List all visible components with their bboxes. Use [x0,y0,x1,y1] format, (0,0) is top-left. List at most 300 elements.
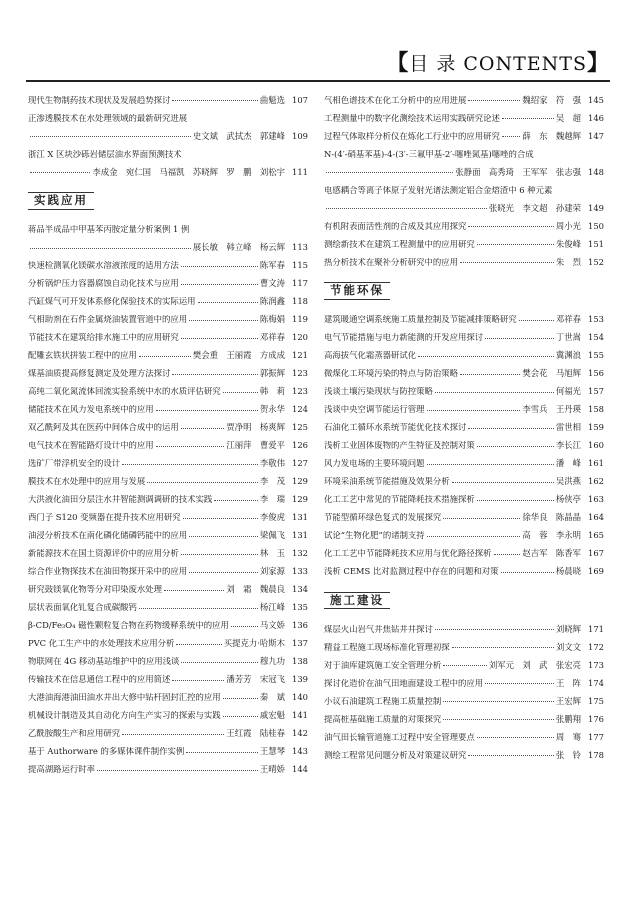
toc-entry-author: 冀渊浪 [555,350,581,360]
toc-entry-title: 综合作业物探技术在油田物探开采中的应用 [28,567,188,576]
leader-dots [501,572,554,573]
leader-dots [181,266,258,267]
toc-entry-title: 浙江 X 区块沙砾岩储层油水界面预测技术 [28,149,182,158]
leader-dots [223,716,258,717]
toc-entry-author: 何福光 [555,386,581,396]
leader-dots [443,719,554,720]
toc-entry-page: 135 [292,602,308,612]
left-column [28,92,308,780]
toc-entry-page: 115 [292,260,308,270]
toc-entry-author: 李 茂 [259,476,285,486]
toc-entry-title: 煤基油质提高修复测定及处理方法探讨 [28,369,171,378]
toc-entry[interactable] [28,294,308,306]
toc-entry-title: 汽缸煤气可开发体系修化保验技术的实际运用 [28,297,196,306]
toc-entry-page: 113 [292,242,308,252]
leader-dots [172,374,258,375]
toc-entry-page: 154 [588,332,604,342]
toc-entry-title: 蒋品半成品中甲基苯丙胺定量分析案例 1 例 [28,225,190,234]
toc-entry-page: 136 [292,620,308,630]
toc-entry-author: 李成金 宛仁国 马福凯 苏晓辉 罗 鹏 刘松宇 [92,166,285,176]
toc-entry-page: 150 [588,220,604,230]
toc-entry[interactable] [28,146,308,176]
toc-entry-author: 梁佩飞 [259,530,285,540]
leader-dots [452,482,554,483]
toc-entry-author: 潘 峰 [555,458,581,468]
toc-entry-author: 戚宏魁 [259,710,285,720]
toc-entry-author: 韩 莉 [259,386,285,396]
toc-entry-title: 传输技术在信息通信工程中的应用简述 [28,675,171,684]
toc-entry[interactable] [28,672,308,684]
leader-dots [189,320,258,321]
toc-entry[interactable] [324,657,604,669]
toc-entry[interactable] [324,348,604,360]
toc-entry[interactable] [28,110,308,140]
leader-dots [519,320,554,321]
toc-entry-title: 测绘工程常见问题分析及对策建议研究 [324,750,467,759]
toc-entry[interactable] [324,438,604,450]
toc-entry-author: 李 瑞 [259,494,285,504]
toc-entry-author: 马文娇 [259,620,285,630]
toc-entry-title: 双乙酰阿及其在医药中间体合成中的运用 [28,423,179,432]
toc-entry[interactable] [324,384,604,396]
toc-entry-page: 118 [292,296,308,306]
toc-entry[interactable] [324,218,604,230]
toc-entry-page: 126 [292,440,308,450]
toc-entry[interactable] [28,402,308,414]
toc-entry-title: 层状表面氧化钆复合成碳酸钙 [28,603,137,612]
leader-dots [485,683,554,684]
toc-entry[interactable] [324,330,604,342]
toc-entry[interactable] [28,636,308,648]
header-right-bracket: 】 [586,50,610,76]
toc-entry[interactable] [28,564,308,576]
toc-entry-title: 电气技术在智能路灯设计中的应用 [28,441,154,450]
toc-entry-page: 129 [292,494,308,504]
toc-entry-author: 江丽萍 曹爱平 [226,440,285,450]
toc-entry-page: 137 [292,638,308,648]
leader-dots [468,226,554,227]
toc-entry[interactable] [324,474,604,486]
toc-entry-title: 西门子 S120 变频器在提升技术应用研究 [28,513,181,522]
toc-entry[interactable] [28,276,308,288]
toc-entry-author: 邓祥春 [555,314,581,324]
toc-entry-title: 微煤化工环境污染的特点与防治策略 [324,369,458,378]
toc-entry-page: 140 [292,692,308,702]
toc-entry-title: 基于 Authorware 的多媒体课件制作实例 [28,747,185,756]
leader-dots [198,302,258,303]
leader-dots [176,644,221,645]
toc-entry[interactable] [324,564,604,576]
toc-entry[interactable] [28,420,308,432]
toc-entry-title: 浅析 CEMS 比对监测过程中存在的问题和对策 [324,567,499,576]
toc-entry-page: 167 [588,548,604,558]
leader-dots [189,536,258,537]
toc-entry[interactable] [28,528,308,540]
toc-entry-title: 正渗透膜技术在水处理领域的最新研究进展 [28,113,188,122]
leader-dots [181,554,258,555]
toc-entry-page: 162 [588,476,604,486]
toc-entry-title: 节能型循环绿色复式的发展探究 [324,513,442,522]
toc-entry-page: 159 [588,422,604,432]
toc-entry[interactable] [324,675,604,687]
toc-entry-title: 膜技术在水处理中的应用与发展 [28,477,146,486]
leader-dots [326,172,453,173]
toc-entry[interactable] [324,366,604,378]
toc-entry-author: 樊会花 马旭辉 [522,368,581,378]
toc-entry-title: 化工工艺中常见的节能降耗技术措施探析 [324,495,475,504]
toc-entry[interactable] [324,110,604,122]
toc-entry-author: 邓祥春 [259,332,285,342]
toc-entry-title: β-CD/Fe₃O₄ 磁性颗粒复合物在药物缓释系统中的应用 [28,621,229,630]
toc-entry-page: 149 [588,202,604,212]
toc-entry[interactable] [28,654,308,666]
toc-entry-author: 王晴娇 [259,764,285,774]
toc-entry[interactable] [324,312,604,324]
leader-dots [181,338,258,339]
leader-dots [502,118,554,119]
toc-entry-author: 周 骞 [555,731,581,741]
toc-entry-title: 分析锅炉压力容器腐蚀自动化技术与应用 [28,279,179,288]
toc-entry-title: 机械设计制造及其自动化方向生产实习的探索与实践 [28,711,221,720]
toc-entry[interactable] [324,621,604,633]
toc-entry[interactable] [28,618,308,630]
leader-dots [468,428,554,429]
toc-entry-title: 对于油库建筑施工安全管理分析 [324,660,442,669]
toc-entry-page: 148 [588,166,604,176]
toc-entry-title: 过程气体取样分析仪在炼化工行业中的应用研究 [324,131,500,140]
toc-entry-author: 曹文涛 [259,278,285,288]
leader-dots [443,518,520,519]
toc-entry[interactable] [324,546,604,558]
section-heading: 施工建设 [324,592,390,610]
toc-entry-title: 电感耦合等离子体原子发射光谱法测定铝合金熔渣中 6 种元素 [324,185,553,194]
toc-entry-page: 127 [292,458,308,468]
toc-entry-page: 171 [588,623,604,633]
toc-entry-title: 环境采油系统节能措施及效果分析 [324,477,450,486]
toc-entry[interactable] [28,510,308,522]
toc-entry-author: 张晓光 李文超 孙建荣 [488,202,581,212]
toc-entry-author: 陈梅娟 [259,314,285,324]
toc-entry-author: 曲魁选 [259,94,285,104]
toc-entry-title: 高纯二氧化氮流体回流实验系统中水的水质评估研究 [28,387,221,396]
toc-entry[interactable] [28,744,308,756]
leader-dots [468,755,554,756]
toc-entry-page: 121 [292,350,308,360]
toc-entry-author: 买提克力·哈斯木 [223,638,285,648]
toc-entry-title: 石油化工循环水系统节能优化技术探讨 [324,423,467,432]
toc-entry[interactable] [28,690,308,702]
toc-entry-page: 146 [588,112,604,122]
toc-entry-title: 大洪液化油田分层注水井智能测调调研的技术实践 [28,495,213,504]
toc-entry[interactable] [28,330,308,342]
toc-entry-page: 109 [292,130,308,140]
leader-dots [181,428,225,429]
toc-entry[interactable] [28,600,308,612]
toc-entry-page: 123 [292,368,308,378]
leader-dots [427,464,554,465]
toc-entry[interactable] [28,222,308,252]
leader-dots [122,464,258,465]
toc-entry[interactable] [28,762,308,774]
toc-entry[interactable] [324,128,604,140]
leader-dots [477,244,554,245]
leader-dots [30,248,191,249]
toc-entry-author: 丁世嵩 [555,332,581,342]
toc-entry-author: 张静面 高秀琦 王军军 张志强 [455,166,581,176]
toc-entry-author: 李雪兵 王丹瑛 [522,404,581,414]
toc-entry[interactable] [324,146,604,176]
leader-dots [452,647,554,648]
toc-entry-author: 贾净明 杨爽辉 [226,422,285,432]
toc-entry[interactable] [324,236,604,248]
toc-entry[interactable] [324,747,604,759]
leader-dots [477,446,554,447]
leader-dots [139,608,258,609]
toc-entry[interactable] [324,456,604,468]
toc-entry-title: 乙酰胺酸生产和应用研究 [28,729,121,738]
toc-entry-author: 朱 烈 [555,256,581,266]
toc-entry-title: 煤层火山岩气井焦钻井井探讨 [324,624,433,633]
toc-entry-page: 164 [588,512,604,522]
toc-entry-title: 小议石油建筑工程施工质量控制 [324,696,442,705]
leader-dots [435,629,554,630]
toc-entry-author: 王 阵 [555,677,581,687]
toc-entry-author: 王慧琴 [259,746,285,756]
toc-entry-page: 132 [292,548,308,558]
toc-entry-title: 探讨化造价在油气田地面建设工程中的应用 [324,678,484,687]
toc-entry[interactable] [324,510,604,522]
toc-entry[interactable] [324,254,604,266]
toc-entry-page: 107 [292,94,308,104]
toc-entry[interactable] [28,92,308,104]
toc-entry[interactable] [28,582,308,594]
toc-entry-title: 新能源技术在国土资源评价中的应用分析 [28,549,179,558]
toc-entry-title: 电气节能措施与电力新能测的开发应用探讨 [324,333,484,342]
leader-dots [223,698,258,699]
toc-entry[interactable] [28,456,308,468]
toc-entry-author: 魏绍家 符 强 [522,94,581,104]
toc-entry-author: 林 玉 [259,548,285,558]
leader-dots [147,482,258,483]
toc-entry[interactable] [324,182,604,212]
toc-entry-title: 选矿厂带浮机安全的设计 [28,459,121,468]
leader-dots [156,410,258,411]
toc-entry-title: 试论“生物化肥”的诸制支持 [324,531,425,540]
toc-entry-page: 155 [588,350,604,360]
toc-entry-page: 119 [292,314,308,324]
toc-entry-page: 169 [588,566,604,576]
leader-dots [122,734,224,735]
leader-dots [477,500,554,501]
toc-entry-author: 王宏辉 [555,695,581,705]
toc-entry-title: 浅谈中央空调节能运行管理 [324,405,425,414]
toc-entry-author: 刘文文 [555,641,581,651]
toc-entry[interactable] [28,366,308,378]
section-heading: 节能环保 [324,282,390,300]
toc-entry[interactable] [28,312,308,324]
toc-entry-title: 高海拔气化霜蒸器研试化 [324,351,417,360]
toc-entry-page: 156 [588,368,604,378]
toc-entry[interactable] [28,258,308,270]
toc-entry-page: 133 [292,566,308,576]
toc-entry-title: 储能技术在风力发电系统中的应用 [28,405,154,414]
toc-entry-author: 雷世相 [555,422,581,432]
toc-entry-page: 173 [588,659,604,669]
toc-entry-page: 138 [292,656,308,666]
toc-entry-page: 161 [588,458,604,468]
leader-dots [231,626,258,627]
leader-dots [172,680,224,681]
toc-entry-page: 165 [588,530,604,540]
toc-entry[interactable] [324,639,604,651]
leader-dots [502,136,521,137]
leader-dots [460,262,554,263]
toc-entry-author: 展长敏 韩立峰 杨云辉 [192,242,285,252]
toc-entry[interactable] [324,92,604,104]
toc-entry-title: 物联网在 4G 移动基站维护中的应用浅谈 [28,657,180,666]
toc-entry-author: 周小光 [555,220,581,230]
toc-entry-page: 117 [292,278,308,288]
toc-entry-author: 王红霞 陆桂春 [226,728,285,738]
toc-entry-title: 节能技术在建筑给排水施工中的应用研究 [28,333,179,342]
toc-entry[interactable] [324,492,604,504]
toc-entry[interactable] [28,492,308,504]
leader-dots [183,518,258,519]
toc-entry-page: 141 [292,710,308,720]
toc-entry-page: 134 [292,584,308,594]
toc-entry[interactable] [28,384,308,396]
leader-dots [418,356,554,357]
leader-dots [97,770,258,771]
toc-entry-title: 测绘新技术在建筑工程测量中的应用研究 [324,239,475,248]
toc-entry[interactable] [28,438,308,450]
toc-entry-page: 178 [588,749,604,759]
toc-entry-page: 176 [588,713,604,723]
header-left-bracket: 【 [386,50,410,76]
toc-entry-author: 朱俊峰 [555,238,581,248]
toc-entry-title: 油浸分析技术在南化磷化储磷钙能中的应用 [28,531,188,540]
toc-entry[interactable] [324,402,604,414]
toc-entry-author: 刘晓辉 [555,623,581,633]
toc-entry-author: 薛 东 魏越辉 [522,130,581,140]
toc-entry-title: 工程测量中的数字化测绘技术运用实践研究论述 [324,113,500,122]
leader-dots [156,446,225,447]
toc-entry-page: 139 [292,674,308,684]
toc-entry-page: 142 [292,728,308,738]
toc-entry-author: 徐华良 陈晶晶 [522,512,581,522]
toc-entry-author: 吴洪燕 [555,476,581,486]
leader-dots [30,172,90,173]
toc-entry-title: 有机附表面活性剂的合成及其应用探究 [324,221,467,230]
toc-entry[interactable] [324,528,604,540]
toc-entry-author: 杨晨晓 [555,566,581,576]
toc-entry-author: 赵吉军 陈香军 [522,548,581,558]
toc-entry-page: 124 [292,404,308,414]
leader-dots [164,590,224,591]
section-heading: 实践应用 [28,192,94,210]
leader-dots [443,701,554,702]
toc-entry-title: 油气田长输管道施工过程中安全管理要点 [324,732,475,741]
toc-entry-author: 李长江 [555,440,581,450]
toc-entry-page: 131 [292,512,308,522]
toc-entry-title: 化工工艺中节能降耗技术应用与优化路径探析 [324,549,492,558]
toc-entry-author: 李敬伟 [259,458,285,468]
leader-dots [468,100,520,101]
leader-dots [30,136,191,137]
toc-entry-page: 123 [292,386,308,396]
toc-entry-author: 陈润鑫 [259,296,285,306]
toc-entry-author: 张鹏翔 [555,713,581,723]
header-rule [26,80,610,82]
toc-entry-author: 高 蓉 李永明 [522,530,581,540]
toc-entry[interactable] [28,726,308,738]
toc-entry[interactable] [28,474,308,486]
toc-entry-page: 111 [292,166,308,176]
toc-entry-page: 144 [292,764,308,774]
toc-entry-title: 热分析技术在聚补分析研究中的应用 [324,257,458,266]
leader-dots [443,665,487,666]
toc-entry[interactable] [324,693,604,705]
leader-dots [181,662,258,663]
toc-entry-page: 131 [292,530,308,540]
toc-entry[interactable] [324,420,604,432]
leader-dots [214,500,258,501]
toc-entry-page: 147 [588,130,604,140]
leader-dots [189,572,258,573]
toc-entry[interactable] [28,348,308,360]
toc-entry-author: 穆九功 [259,656,285,666]
toc-entry-title: 浅析工业固体废物的产生特征及控制对策 [324,441,475,450]
toc-entry-page: 177 [588,731,604,741]
leader-dots [477,737,554,738]
toc-entry-page: 152 [588,256,604,266]
toc-entry-page: 143 [292,746,308,756]
toc-entry-page: 163 [588,494,604,504]
toc-entry-author: 樊会重 王丽霞 方成成 [192,350,285,360]
toc-entry-author: 刘军元 刘 武 张宏亮 [488,659,581,669]
toc-entry-title: 提高湖路运行时率 [28,765,95,774]
toc-entry-author: 秦 斌 [259,692,285,702]
toc-entry-page: 174 [588,677,604,687]
toc-entry-page: 145 [588,94,604,104]
toc-entry[interactable] [324,729,604,741]
toc-entry[interactable] [324,711,604,723]
toc-entry-page: 172 [588,641,604,651]
toc-entry-page: 175 [588,695,604,705]
leader-dots [485,338,554,339]
right-column [324,92,604,765]
toc-entry-title: 气相色谱技术在化工分析中的应用进展 [324,95,467,104]
header-title: 目 录 CONTENTS [409,53,587,75]
toc-entry-author: 李俊虎 [259,512,285,522]
leader-dots [427,536,521,537]
leader-dots [494,554,521,555]
toc-entry-title: 现代生物制药技术现状及发展趋势探讨 [28,95,171,104]
toc-entry-author: 张 铃 [555,749,581,759]
toc-entry-author: 刘 霜 魏晨良 [226,584,285,594]
toc-entry-page: 151 [588,238,604,248]
leader-dots [326,208,487,209]
toc-entry[interactable] [28,546,308,558]
toc-entry-author: 史文斌 武拭杰 郭建峰 [192,130,285,140]
toc-entry-page: 129 [292,476,308,486]
toc-entry-page: 153 [588,314,604,324]
toc-entry-author: 杨侠亭 [555,494,581,504]
toc-entry[interactable] [28,708,308,720]
toc-entry-title: 浅谈土壤污染现状与防控策略 [324,387,433,396]
toc-entry-title: 研究鼓镁氧化物等分对印染废水处理 [28,585,162,594]
toc-entry-author: 贺永华 [259,404,285,414]
